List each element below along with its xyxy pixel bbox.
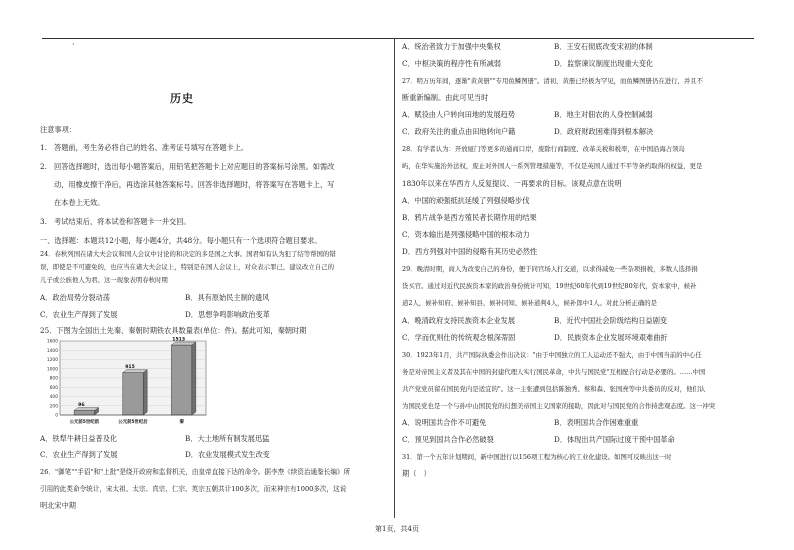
bar-data-label: 96 — [78, 403, 85, 409]
right-text-line: 道2人，候补知府、候补知县、候补同知、候补道判4人，候补郎中1人。对此分析正确的是 — [402, 299, 658, 307]
q24-option-a: A．政治局势分裂动荡 — [40, 293, 110, 302]
right-text-line: C．政府关注的重点由田地转向户籍 — [402, 127, 516, 136]
q25-option-b: B．大土地所有制发展迅猛 — [185, 434, 270, 443]
q24-option-d: D．思想争鸣影响政治变革 — [185, 310, 270, 319]
note-line: 3. 考试结束后，将本试卷和答题卡一并交回。 — [40, 217, 191, 226]
right-text-line: 为国民党也是一个与孙中山国民党的幻想美帝国主义国家的接助，因此对与国民党的合作持悲观态度。这一冲突 — [402, 402, 716, 410]
y-tick-label: 800 — [49, 376, 58, 382]
right-column — [402, 42, 754, 482]
q25-option-d: D．农业发展模式发生改变 — [185, 450, 270, 459]
q24-stem: 24．春秋列国在诸大夫会议和国人会议中讨论的和决定的多是国之大事。国君如有认为犯了结等帮国的错 — [40, 250, 336, 258]
notes-heading: 注意事项： — [40, 125, 76, 134]
q25-option-c: C．农业生产得到了发展 — [40, 450, 118, 459]
right-text-line: C．预见到国共合作必然破裂 — [402, 435, 494, 444]
note-line: 2. 回答选择题时，选出每小题答案后，用铅笔把答题卡上对应题目的答案标号涂黑。如需改 — [40, 162, 335, 171]
right-text-line: 务是对帝国主义者及其在中国的封建代理人实行国民革命，中共与国民党"互相配合行动是必要的。……中国 — [402, 368, 706, 376]
y-tick-label: 1200 — [46, 358, 58, 364]
iron-tools-bar-chart — [40, 337, 212, 429]
right-text-line: B．表明国共合作困难重重 — [554, 418, 639, 427]
right-text-line: B．王安石彻底改变宋初的体制 — [554, 42, 653, 51]
right-text-line: 1830年以来在华西方人反复提议、一再要求的目标。该观点意在说明 — [402, 179, 622, 188]
right-text-line: 30．1923年1月，共产国际执委会作出决议："由于中国独立的工人运动还不强大，由于中国当前的中心任 — [402, 351, 702, 359]
bar — [171, 345, 191, 415]
y-tick-label: 1400 — [46, 348, 58, 354]
y-tick-label: 200 — [49, 404, 58, 410]
y-tick-label: 400 — [49, 395, 58, 401]
right-text-line: A．晚清政府支持民族资本企业发展 — [402, 316, 516, 325]
x-category-label: 公元前5世纪前 — [69, 420, 100, 425]
right-text-line: 期（ ） — [402, 469, 431, 478]
q24-stem: 误，即使是不可避免的，也应当在诸大夫会议上，特别是在国人会议上，对众表示罪已，建议改立自己的 — [40, 263, 334, 271]
top-rule — [42, 38, 754, 39]
right-text-line: D．政府财政困难得到根本解决 — [554, 127, 654, 136]
right-text-line: B．地主对佃农的人身控制减弱 — [554, 110, 653, 119]
q26-stem: 明北宋中期 — [40, 501, 76, 510]
right-text-line: 断重新编制。由此可见当时 — [402, 93, 489, 102]
bar — [74, 411, 94, 415]
y-tick-label: 1000 — [46, 367, 58, 373]
q24-stem: 儿子或公族他人为君。这一现象表明春秋时期 — [40, 276, 168, 284]
y-tick-label: 0 — [55, 413, 58, 419]
right-text-line: B．近代中国社会阶级结构日益剧变 — [554, 316, 668, 325]
right-text-line: 29．晚清时期，商人为改变自己的身份，便于同官场人打交道，以求得减免一些杂项捐税，多数人选择捐 — [402, 265, 698, 273]
bar-data-label: 915 — [125, 365, 135, 371]
right-text-line: C．学而优则仕的传统观念根深蒂固 — [402, 333, 516, 342]
right-text-line: 27．明万历年间，逐渐"黄黄册""专用鱼鳞图册"。清初，黄册已经极为罕见，而鱼鳞图册仍在进行，并且不 — [402, 77, 704, 85]
right-text-line: C．资本输出是列强侵略中国的根本动力 — [402, 230, 530, 239]
page-title: 历史 — [170, 92, 194, 105]
right-text-line: D．监察谏议制度出现重大变化 — [554, 59, 654, 68]
right-text-line: A．赋役由人户转向田地的发展趋势 — [402, 110, 516, 119]
page-footer: 第1页，共4页 — [375, 525, 419, 533]
left-column — [40, 125, 390, 525]
bar-side — [192, 342, 196, 415]
bar-side — [143, 370, 147, 415]
section-heading: 一、选择题：本题共12小题，每小题4分，共48分。每小题只有一个选项符合题目要求。 — [40, 236, 322, 245]
q25-stem: 25．下图为全国出土先秦、秦朝时期铁农具数量表(单位：件)。据此可知，秦朝时期 — [40, 326, 307, 335]
column-divider — [394, 38, 395, 518]
q24-option-b: B．具有原始民主制的遗风 — [185, 293, 270, 302]
right-text-line: A．统治者致力于加强中央集权 — [402, 42, 501, 51]
right-text-line: D．西方列强对中国的侵略有其历史必然性 — [402, 247, 538, 256]
x-category-label: 公元前5世纪后 — [118, 420, 148, 425]
right-text-line: D．体现出共产国际过度干预中国革命 — [554, 435, 675, 444]
right-text-line: 货买官。通过对近代民族资本家的政治身份统计可知，19世纪60年代到19世纪80年代，资本家中，候补 — [402, 282, 697, 290]
x-category-label: 秦 — [179, 420, 184, 425]
right-text-line: 共产党党员留在国民党内是适宜的"。这一主张遭到包括陈独秀、蔡和森、张国焘等中共委员的反对，他们认 — [402, 385, 706, 393]
y-tick-label: 600 — [49, 385, 58, 391]
right-text-line: D．民族资本企业发展环境艰难曲折 — [554, 333, 668, 342]
right-text-line: A．说明国共合作不可避免 — [402, 418, 487, 427]
y-tick-label: 1600 — [46, 339, 58, 345]
note-line: 在本卷上无效。 — [54, 198, 105, 207]
corner-mark: · — [72, 40, 75, 49]
q24-option-c: C．农业生产得到了发展 — [40, 310, 118, 319]
right-text-line: 31．第一个五年计划期间，新中国进行以156项工程为核心的工业化建设。如图可反映出这一时 — [402, 453, 672, 461]
right-text-line: 28．有学者认为：开放厦门等更多的通商口岸，废除行商制度、改革关税和税率，在中国沿海占领岛 — [402, 145, 685, 153]
bar — [123, 373, 143, 415]
q26-stem: 26．"御笔""手诏"和"上批"是绕开政府和监督机关，由皇帝直接下达的命令。据李焘《续资治通鉴长编》所 — [40, 468, 351, 476]
right-text-line: A．中国的顽强抵抗延缓了列强侵略步伐 — [402, 196, 530, 205]
q26-stem: 引用的此类命令统计，宋太祖、太宗、真宗、仁宗、英宗五朝共计100多次，而宋神宗有1000多次，这说 — [40, 485, 347, 493]
q25-option-a: A．铁犁牛耕日益普及化 — [40, 434, 118, 443]
note-line: 动，用橡皮擦干净后，再选涂其他答案标号。回答非选择题时，将答案写在答题卡上，写 — [54, 180, 335, 189]
bar-data-label: 1513 — [172, 337, 186, 343]
right-text-line: B．鸦片战争是西方殖民者长期作用的结果 — [402, 213, 537, 222]
right-text-line: C．中枢决策的程序性有所减弱 — [402, 59, 501, 68]
right-text-line: 屿，在华实施治外法权，废止对外国人一系列管理措施等，不仅是英国人通过不平等条约取得的权益，更是 — [402, 162, 703, 170]
note-line: 1. 答题前，考生务必将自己的姓名、准考证号填写在答题卡上。 — [40, 143, 249, 152]
